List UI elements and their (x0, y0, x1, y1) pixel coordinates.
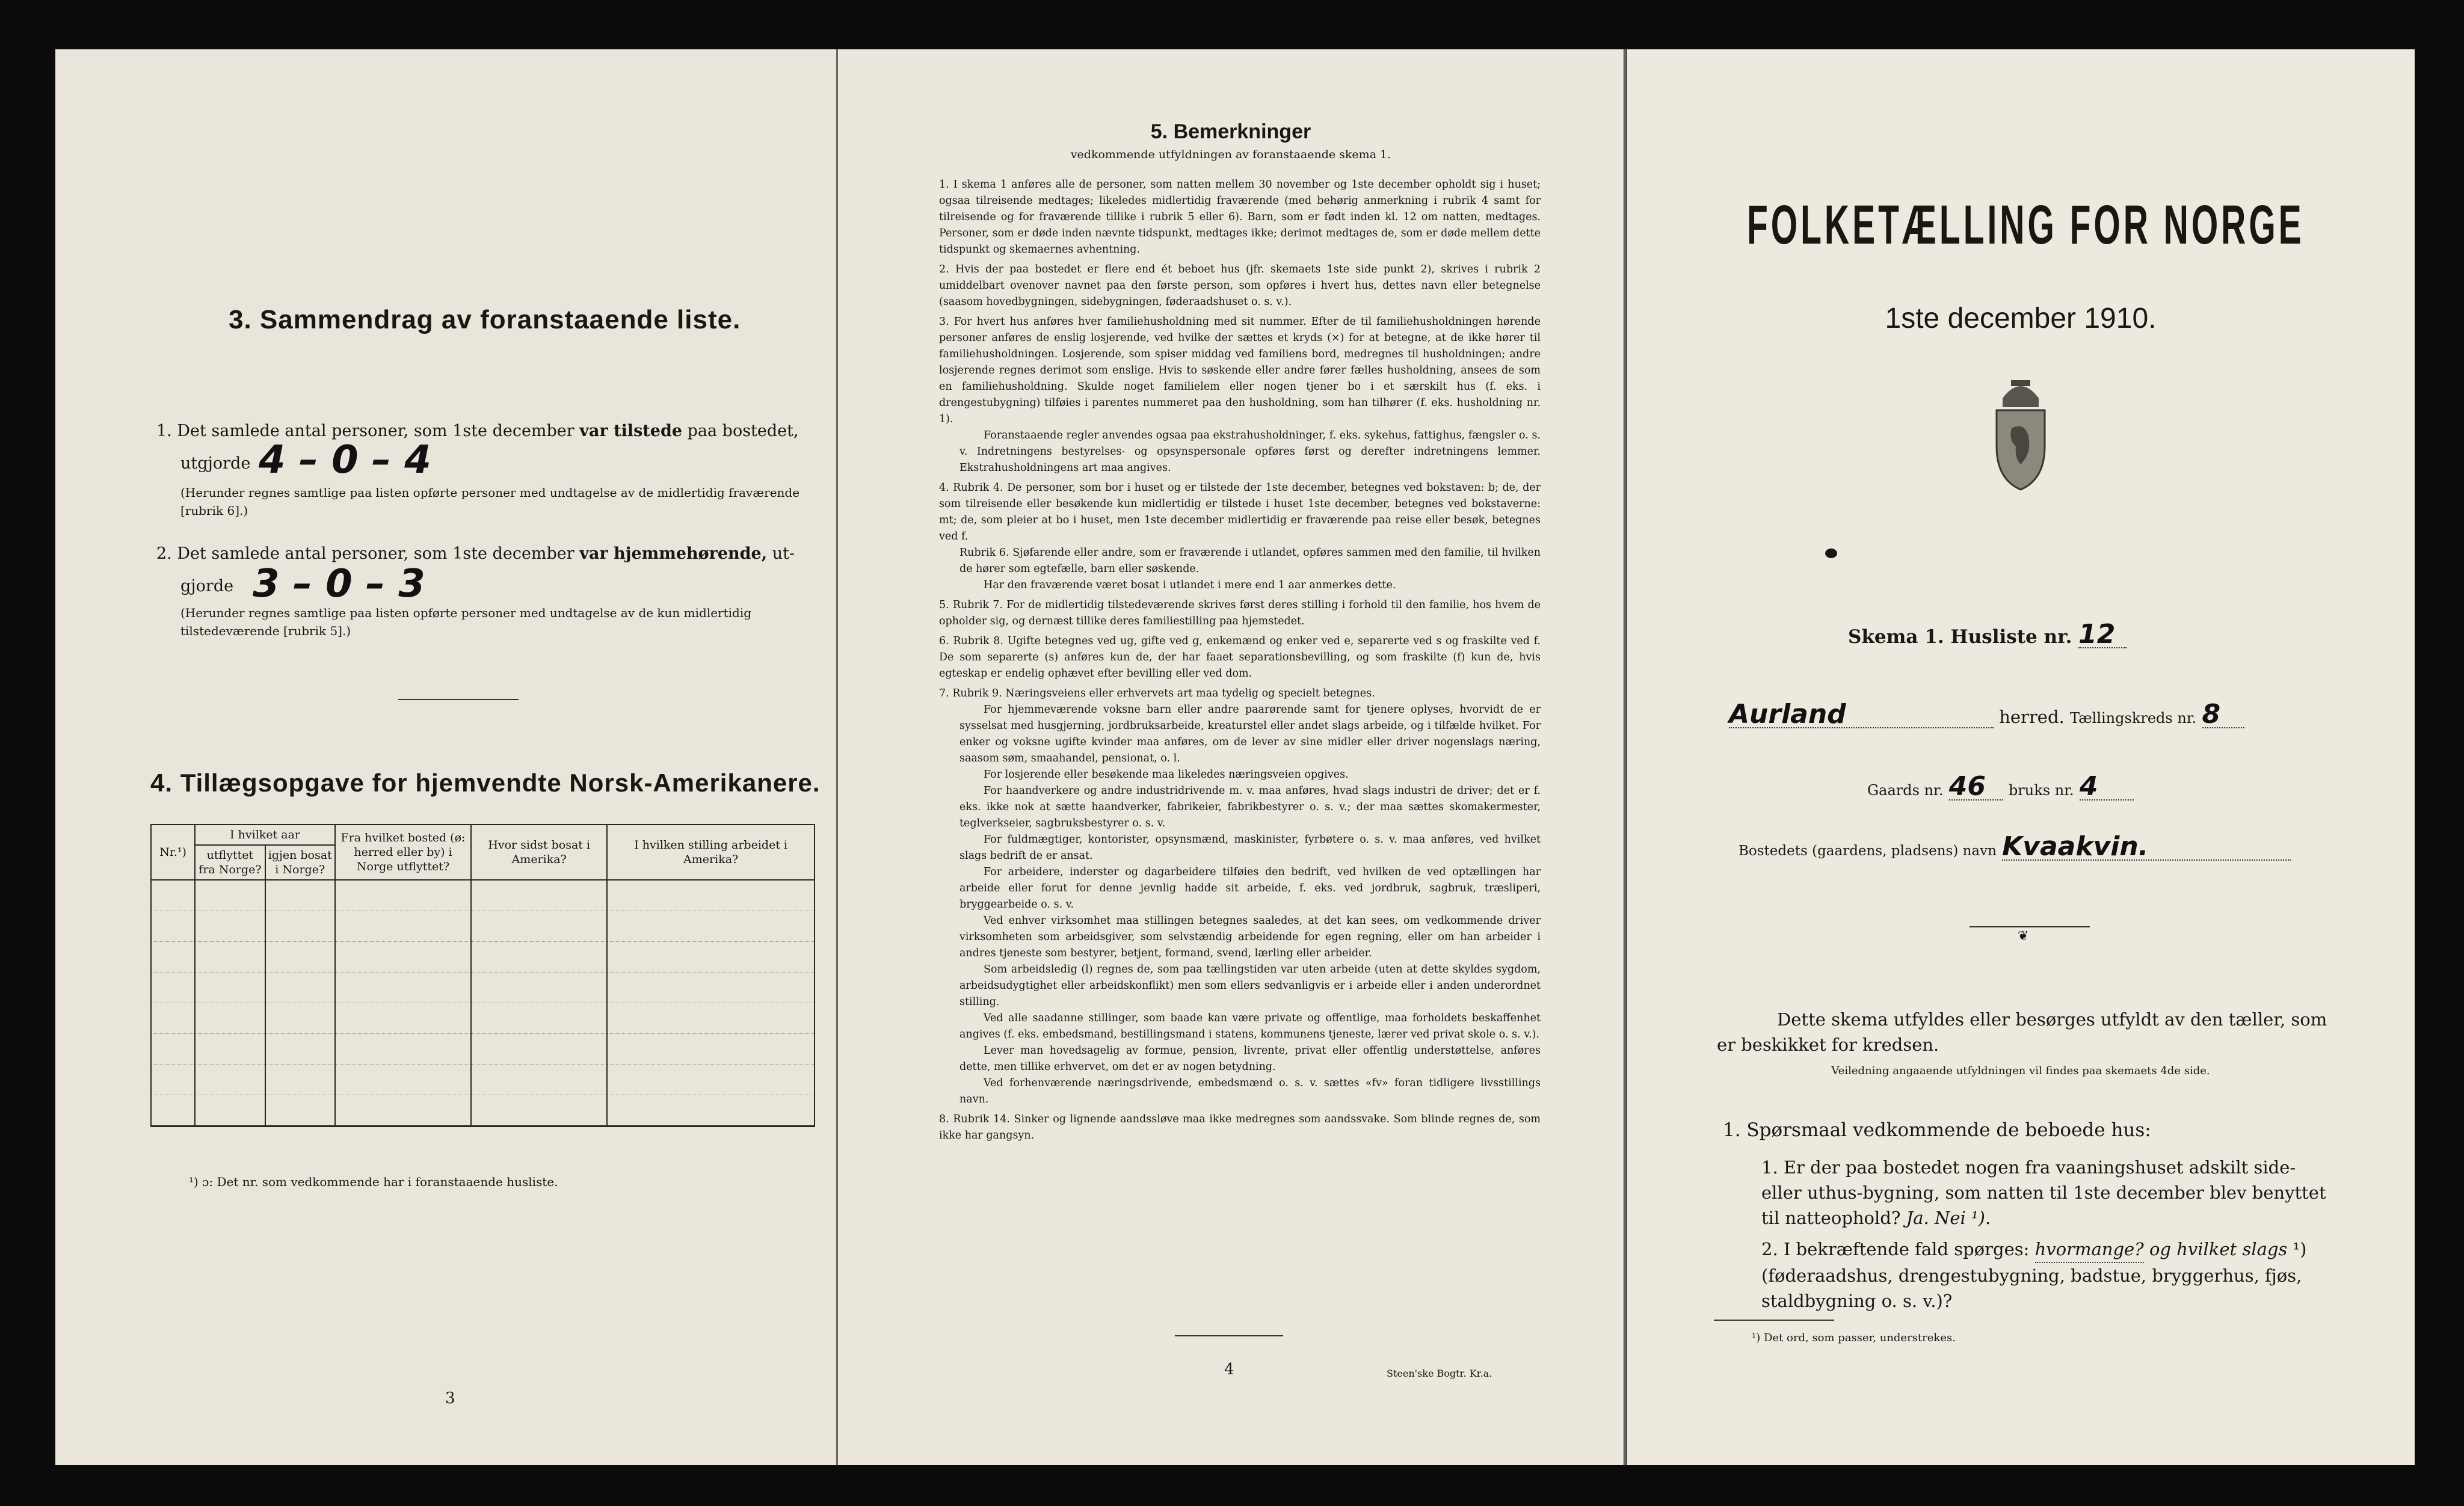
col-group-aar: I hvilket aar (195, 825, 335, 845)
remark-paragraph: Rubrik 6. Sjøfarende eller andre, som er fraværende i utlandet, opføres sammen med den familie, til hvilken de hører som egtefælle, barn eller søskende. (959, 547, 1541, 575)
table-row (151, 973, 815, 1003)
summary-item-1: 1. Det samlede antal personer, som 1ste december var tilstede paa bostedet, (156, 422, 799, 440)
remark-paragraph: Foranstaaende regler anvendes ogsaa paa ekstrahusholdninger, f. eks. sykehus, fattighus, fængsler o. s. v. Indretningens bestyrelses- og opsynspersonale opføres først og derefter indretningens lemmer. Ekstrahusholdningens art maa angives. (959, 429, 1541, 474)
intro-text: Dette skema utfyldes eller besørges utfyldt av den tæller, som er beskikket for kredsen. (1717, 1009, 2327, 1055)
item1-utgjorde-label: utgjorde (180, 454, 251, 473)
summary-item-2: 2. Det samlede antal personer, som 1ste december var hjemmehørende, ut- (156, 544, 795, 563)
ornament-icon: ❦ (2018, 929, 2029, 944)
question-1: 1. Er der paa bostedet nogen fra vaaningshuset adskilt side- eller uthus-bygning, som natten til 1ste december blev benyttet til natteophold? Ja. Nei ¹). (1761, 1157, 2326, 1228)
section4-footnote: ¹) ɔ: Det nr. som vedkommende har i foranstaaende husliste. (189, 1175, 558, 1189)
ink-dot (1825, 549, 1837, 558)
table-row (151, 1034, 815, 1065)
table-row (151, 1065, 815, 1095)
remark-paragraph: For arbeidere, inderster og dagarbeidere tilføies den bedrift, ved hvilken de ved optællingen har arbeide eller forut for denne jevnlig hadde sit arbeide, f. eks. ved jordbruk, sagbruk, træsliperi, bryggearbeide o. s. v. (959, 866, 1541, 911)
divider (1970, 926, 2090, 927)
remark-paragraph: For losjerende eller besøkende maa likeledes næringsveien opgives. (984, 769, 1349, 781)
item2-utgjorde-label: gjorde (180, 577, 234, 595)
remark-paragraph: 5. Rubrik 7. For de midlertidig tilstedeværende skrives først deres stilling i forhold til den familie, hos hvem de opholder sig, og dernæst tillike deres familiestilling paa hjemstedet. (939, 599, 1541, 627)
form-title: FOLKETÆLLING FOR NORGE (1747, 194, 2305, 256)
remarks-heading: 5. Bemerkninger (1150, 120, 1311, 143)
bruk-nr: 4 (2080, 774, 2134, 801)
questions-heading: 1. Spørsmaal vedkommende de beboede hus: (1723, 1119, 2151, 1141)
table-row (151, 880, 815, 911)
col-igjen-bosat: igjen bosat i Norge? (265, 845, 335, 880)
remarks-subheading: vedkommende utfyldningen av foranstaaende skema 1. (1070, 148, 1391, 161)
divider (1175, 1335, 1283, 1336)
form-date: 1ste december 1910. (1885, 303, 2157, 334)
remark-paragraph: Som arbeidsledig (l) regnes de, som paa tællingstiden var uten arbeide (uten at dette skyldes sygdom, arbeidsudygtighet eller arbeidskonflikt) men som ellers sedvanligvis er i arbeide eller i anden underordnet stilling. (959, 964, 1541, 1008)
page-middle (838, 49, 1624, 1465)
section4-heading: 4. Tillægsopgave for hjemvendte Norsk-Amerikanere. (150, 769, 821, 797)
remark-paragraph: 7. Rubrik 9. Næringsveiens eller erhvervets art maa tydelig og specielt betegnes. (939, 687, 1375, 699)
item1-value: 4 – 0 – 4 (259, 438, 431, 482)
page-right (1627, 49, 2415, 1465)
remark-paragraph: 2. Hvis der paa bostedet er flere end ét beboet hus (jfr. skemaets 1ste side punkt 2), skrives i rubrik 2 umiddelbart ovenover navnet paa den første person, som opføres i hvert hus, dettes navn eller betegnelse (saasom hovedbygningen, sidebygningen, føderaadshuset o. s. v.). (939, 263, 1541, 308)
col-utflyttet: utflyttet fra Norge? (195, 845, 265, 880)
col-nr: Nr.¹) (151, 825, 195, 880)
table-row (151, 1095, 815, 1126)
page-number: 4 (1224, 1360, 1234, 1378)
remark-paragraph: Ved forhenværende næringsdrivende, embedsmænd o. s. v. sættes «fv» foran tidligere livsstillings navn. (959, 1077, 1541, 1105)
question-2: 2. I bekræftende fald spørges: hvormange? og hvilket slags ¹) (føderaadshus, drengestubygning, badstue, bryggerhus, fjøs, staldbygning o. s. v.)? (1761, 1237, 2339, 1314)
remark-paragraph: Ved enhver virksomhet maa stillingen betegnes saaledes, at det kan sees, om vedkommende driver virksomheten som arbeidsgiver, som selvstændig arbeidende for egen regning, eller om han arbeider i andres tjeneste som bestyrer, betjent, formand, svend, lærling eller arbeider. (959, 915, 1541, 959)
item1-note: (Herunder regnes samtlige paa listen opførte personer med undtagelse av de midlertidig fraværende [rubrik 6].) (180, 485, 800, 518)
printer-mark: Steen'ske Bogtr. Kr.a. (1387, 1368, 1492, 1379)
bosted-line: Bostedets (gaardens, pladsens) navn Kvaakvin. (1739, 834, 2291, 864)
col-sidst-bosat: Hvor sidst bosat i Amerika? (471, 825, 607, 880)
norsk-amerikanere-table (150, 824, 815, 1127)
skema-line: Skema 1. Husliste nr. 12 (1848, 622, 2127, 650)
veiledning-text: Veiledning angaaende utfyldningen vil findes paa skemaets 4de side. (1831, 1065, 2210, 1077)
q1-options: Ja. Nei ¹). (1906, 1208, 1991, 1228)
page3-footnote: ¹) Det ord, som passer, understrekes. (1752, 1332, 1956, 1344)
item2-value: 3 – 0 – 3 (253, 562, 425, 606)
table-row (151, 1003, 815, 1034)
col-fra-bosted: Fra hvilket bosted (ø: herred eller by) i Norge utflyttet? (335, 825, 471, 880)
kreds-nr: 8 (2202, 702, 2244, 728)
gaard-line: Gaards nr. 46 bruks nr. 4 (1867, 774, 2134, 803)
herred-value: Aurland (1729, 702, 1994, 728)
gaard-nr: 46 (1949, 774, 2003, 801)
remarks-body (939, 177, 1541, 1144)
remark-paragraph: 3. For hvert hus anføres hver familiehusholdning med sit nummer. Efter de til familiehusholdningen hørende personer anføres de enslig losjerende, ved hvilke der sættes et kryds (×) for at betegne, at de ikke hører til familiehusholdningen. Losjerende, som spiser middag ved familiens bord, medregnes til husholdningen; andre losjerende regnes derimot som enslige. Hvis to søskende eller andre fører fælles husholdning, ansees de som en familiehusholdning. Skulde noget familielem eller nogen tjener bo i et særskilt hus (f. eks. i drengestubygning) tilføies i parentes nummeret paa den husholdning, som han tilhører (f. eks. husholdning nr. 1). (939, 316, 1541, 425)
remark-paragraph: 4. Rubrik 4. De personer, som bor i huset og er tilstede der 1ste december, betegnes ved bokstaven: b; de, der som tilreisende eller besøkende kun midlertidig er tilstede i huset 1ste december, betegnes ved bokstaverne: mt; de, som pleier at bo i huset, men 1ste december midlertidig er fraværende paa reise eller besøk, betegnes ved f. (939, 482, 1541, 542)
page-number: 3 (445, 1389, 455, 1407)
remark-paragraph: For fuldmægtiger, kontorister, opsynsmænd, maskinister, fyrbøtere o. s. v. maa anføres, ved hvilket slags bedrift de er ansat. (959, 834, 1541, 862)
page-left (55, 49, 836, 1465)
divider (1714, 1320, 1834, 1321)
col-stilling: I hvilken stilling arbeidet i Amerika? (607, 825, 815, 880)
remark-paragraph: 8. Rubrik 14. Sinker og lignende aandssløve maa ikke medregnes som aandssvake. Som blinde regnes de, som ikke har gangsyn. (939, 1113, 1541, 1142)
remark-paragraph: 6. Rubrik 8. Ugifte betegnes ved ug, gifte ved g, enkemænd og enker ved e, separerte ved s og fraskilte ved f. De som separerte (s) anføres kun de, der har faaet separationsbevilling, og som fraskilte (f) kun de, hvis egteskap er endelig ophævet efter bevilling eller ved dom. (939, 635, 1541, 680)
page-fold (1624, 49, 1626, 1465)
item2-note: (Herunder regnes samtlige paa listen opførte personer med undtagelse av de kun midlertidig tilstedeværende [rubrik 5].) (180, 606, 752, 638)
remark-paragraph: For hjemmeværende voksne barn eller andre paarørende samt for tjenere oplyses, hvorvidt de er sysselsat med husgjerning, jordbruksarbeide, kreaturstel eller andet slags arbeide, og i tilfælde hvilket. For enker og voksne ugifte kvinder maa anføres, om de lever av sine midler eller driver nogenslags næring, saasom søm, smaahandel, pensionat, o. l. (959, 704, 1541, 764)
remark-paragraph: 1. I skema 1 anføres alle de personer, som natten mellem 30 november og 1ste december opholdt sig i huset; ogsaa tilreisende medtages; likeledes midlertidig fraværende (med behørig anmerkning i rubrik 4 samt for tilreisende og for fraværende tillike i rubrik 5 eller 6). Barn, som er født inden kl. 12 om natten, medtages. Personer, som er døde inden nævnte tidspunkt, medtages ikke; derimot medtages de, som er døde mellem dette tidspunkt og skemaernes avhentning. (939, 179, 1541, 256)
herred-line: Aurland herred. Tællingskreds nr. 8 (1729, 702, 2367, 731)
remark-paragraph: Ved alle saadanne stillinger, som baade kan være private og offentlige, maa forholdets beskaffenhet angives (f. eks. embedsmand, bestillingsmand i statens, kommunens tjeneste, lærer ved privat skole o. s. v.). (959, 1012, 1541, 1040)
coat-of-arms-icon (1979, 374, 2063, 494)
remark-paragraph: Har den fraværende været bosat i utlandet i mere end 1 aar anmerkes dette. (984, 579, 1396, 591)
divider (398, 699, 519, 700)
husliste-nr: 12 (2078, 622, 2127, 648)
remark-paragraph: Lever man hovedsagelig av formue, pension, livrente, privat eller offentlig understøttelse, anføres dette, men tillike erhvervet, om det er av nogen betydning. (959, 1045, 1541, 1073)
remark-paragraph: For haandverkere og andre industridrivende m. v. maa anføres, hvad slags industri de driver; det er f. eks. ikke nok at sætte haandverker, fabrikeier, fabrikbestyrer o. s. v.; der maa sættes skomakermester, teglverkseier, sagbruksbestyrer o. s. v. (959, 785, 1541, 829)
bosted-value: Kvaakvin. (2002, 834, 2291, 861)
table-row (151, 911, 815, 942)
table-row (151, 942, 815, 973)
section3-heading: 3. Sammendrag av foranstaaende liste. (229, 305, 741, 334)
